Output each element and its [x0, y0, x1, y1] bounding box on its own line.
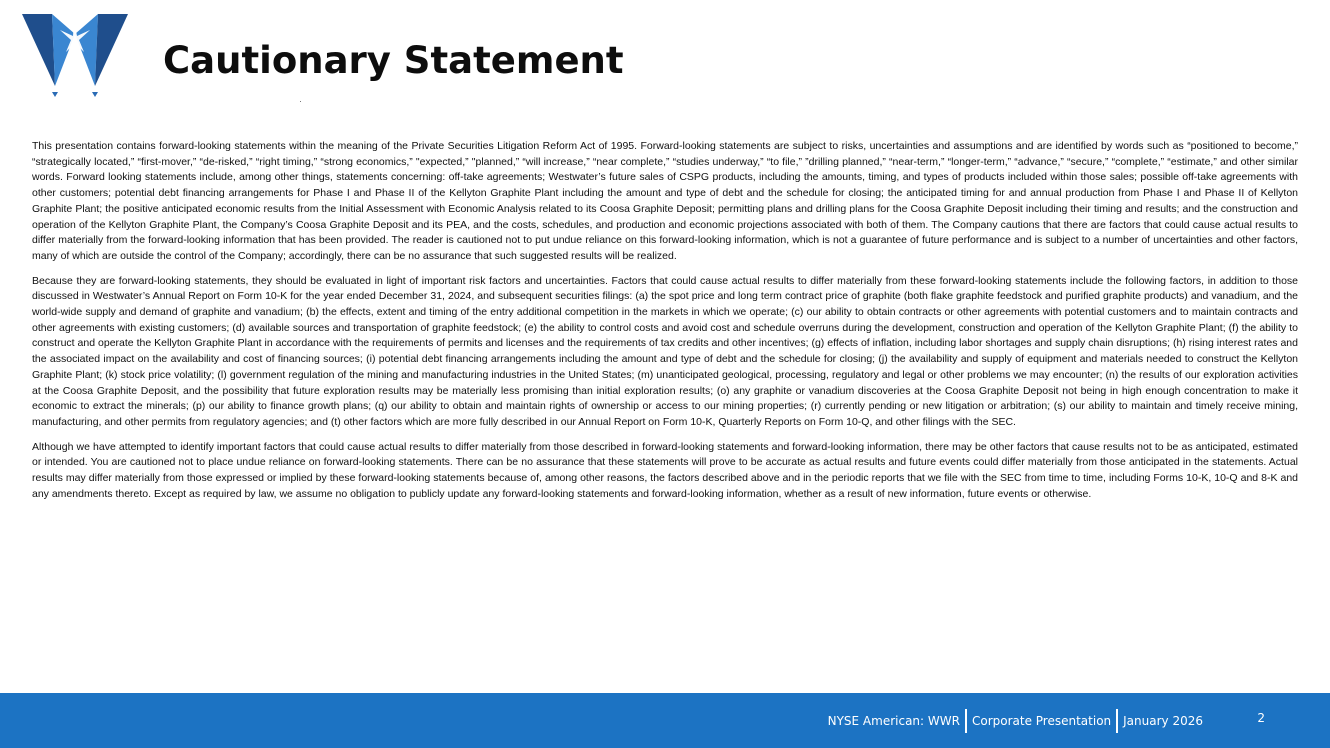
- westwater-logo-icon: [22, 14, 128, 98]
- paragraph-risk-factors: Because they are forward-looking statements, they should be evaluated in light of important risk factors and uncertainties. Factors that could cause actual results to differ materially from these forward-looking statements include the following factors, in addition to those discussed in Westwater’s Annual Report on Form 10-K for the year ended December 31, 2024, and subsequent securities filings: (a) the spot price and long term contract price of graphite (both flake graphite feedstock and purified graphite products) and vanadium, and the world-wide supply and demand of graphite and vanadium; (b) the effects, extent and timing of the entry additional competition in the markets in which we operate; (c) our ability to obtain contracts or other agreements with potential customers and to maintain contracts and other agreements with existing customers; (d) available sources and transportation of graphite feedstock; (e) the ability to control costs and avoid cost and schedule overruns during the development, construction and operation of the Kellyton Graphite Plant; (f) the ability to construct and operate the Kellyton Graphite Plant in accordance with the requirements of permits and licenses and the requirements of tax credits and other incentives; (g) effects of inflation, including labor shortages and supply chain disruptions; (h) rising interest rates and the associated impact on the availability and cost of financing sources; (i) potential debt financing arrangements including the amount and type of debt and the schedule for closing; (j) the availability and supply of equipment and materials needed to construct the Kellyton Graphite Plant; (k) stock price volatility; (l) government regulation of the mining and manufacturing industries in the United States; (m) unanticipated geological, processing, regulatory and legal or other problems we may encounter; (n) the results of our exploration activities at the Coosa Graphite Deposit, and the possibility that future exploration results may be materially less promising than initial exploration results; (o) any graphite or vanadium discoveries at the Coosa Graphite Deposit not being in high enough concentration to make it economic to extract the minerals; (p) our ability to finance growth plans; (q) our ability to obtain and maintain rights of ownership or access to our mining properties; (r) currently pending or new litigation or arbitration; (s) our ability to maintain and timely receive mining, manufacturing, and other permits from regulatory agencies; and (t) other factors which are more fully described in our Annual Report on Form 10-K, Quarterly Reports on Form 10-Q, and other filings with the SEC.: [32, 274, 1298, 428]
- footer-exchange: NYSE American: WWR: [827, 714, 960, 728]
- footer-bar: [0, 693, 1330, 748]
- page-number: 2: [1257, 711, 1265, 725]
- footer-separator: [965, 709, 967, 733]
- footer-info: [828, 709, 1203, 733]
- paragraph-disclaimer: Although we have attempted to identify important factors that could cause actual results to differ materially from those described in forward-looking statements and forward-looking information, there may be other factors that cause results not to be as anticipated, estimated or intended. You are cautioned not to place undue reliance on forward-looking statements. There can be no assurance that these statements will prove to be accurate as actual results and future events could differ materially from those anticipated in the statements. Actual results may differ materially from those expressed or implied by these forward-looking statements because of, among other reasons, the factors described above and in the periodic reports that we file with the SEC from time to time, including Forms 10-K, 10-Q and 8-K and any amendments thereto. Except as required by law, we assume no obligation to publicly update any forward-looking statements and forward-looking information, whether as a result of new information, future events or otherwise.: [32, 440, 1298, 500]
- footer-date: January 2026: [1123, 714, 1203, 728]
- footer-separator: [1116, 709, 1118, 733]
- cautionary-body: [32, 139, 1298, 511]
- page-title: Cautionary Statement: [163, 39, 624, 82]
- divider-dot: [300, 101, 301, 102]
- footer-doc-name: Corporate Presentation: [971, 714, 1112, 728]
- paragraph-forward-looking: This presentation contains forward-looking statements within the meaning of the Private Securities Litigation Reform Act of 1995. Forward-looking statements are subject to risks, uncertainties and assumptions and are identified by words such as “positioned to become,” “strategically located,” “first-mover,” “de-risked,” “right timing,” “strong economics,” "expected,” "planned,” “will increase,” “near complete,” “studies underway,” “to file,” ”drilling planned,” “near-term,” “longer-term,” “advance,” “secure,” “complete,” “estimate,” and other similar words. Forward looking statements include, among other things, statements concerning: off-take agreements; Westwater’s future sales of CSPG products, including the amounts, timing, and types of products included within those sales; possible off-take agreements with other customers; potential debt financing arrangements for Phase I and Phase II of the Kellyton Graphite Plant including the amount and type of debt and the schedule for closing; the anticipated timing for and annual production from Phase I and Phase II of Kellyton Graphite Plant; the positive anticipated economic results from the Initial Assessment with Economic Analysis related to its Coosa Graphite Deposit; permitting plans and drilling plans for the Coosa Graphite Deposit including their timing and results; and the construction and operation of the Kellyton Graphite Plant, the Company’s Coosa Graphite Deposit and its PEA, and the costs, schedules, and production and economic projections associated with both of them. The Company cautions that there are factors that could cause actual results to differ materially from the forward-looking information that has been provided. The reader is cautioned not to put undue reliance on this forward-looking information, which is not a guarantee of future performance and is subject to a number of uncertainties and other factors, many of which are outside the control of the Company; accordingly, there can be no assurance that such suggested results will be realized.: [32, 140, 1298, 262]
